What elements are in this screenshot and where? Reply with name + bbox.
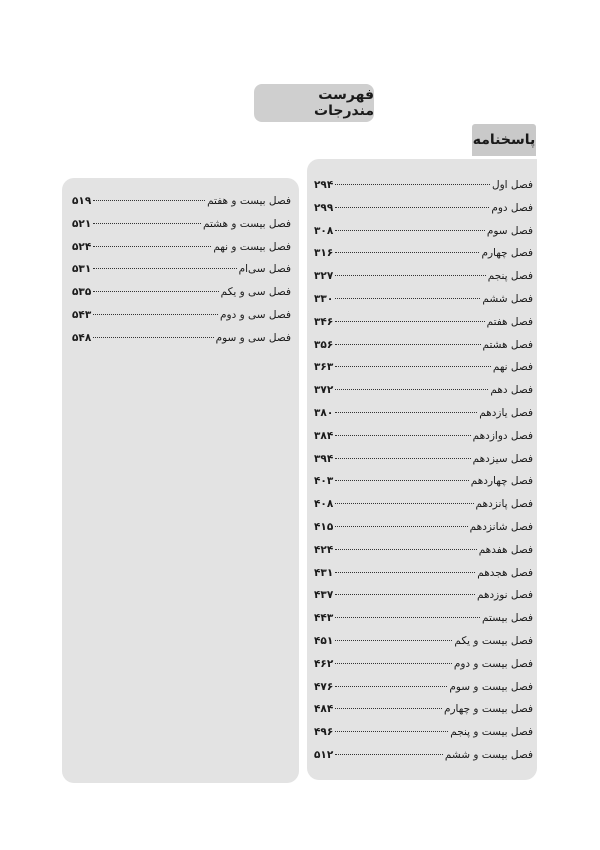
toc-list-right (314, 174, 533, 767)
toc-entry-page-number: ۴۰۸ (314, 498, 334, 511)
toc-entry[interactable] (314, 356, 533, 379)
dot-leader (335, 229, 485, 231)
dot-leader (93, 313, 218, 315)
dot-leader (335, 457, 470, 459)
toc-entry[interactable] (314, 516, 533, 539)
toc-entry[interactable] (72, 258, 291, 281)
toc-entry-page-number: ۳۸۰ (314, 406, 334, 419)
toc-entry-page-number: ۵۲۴ (72, 240, 92, 253)
toc-entry-label: فصل بیست و ششم (444, 748, 533, 761)
toc-entry-label: فصل بیستم (481, 612, 533, 625)
toc-entry-label: فصل چهاردهم (470, 475, 533, 488)
dot-leader (335, 183, 490, 185)
toc-entry[interactable] (314, 493, 533, 516)
toc-entry-label: فصل سی و یکم (220, 286, 291, 299)
toc-entry[interactable] (314, 470, 533, 493)
toc-entry-page-number: ۴۴۳ (314, 612, 334, 625)
toc-entry-page-number: ۴۳۷ (314, 589, 334, 602)
toc-entry-label: فصل دهم (490, 384, 533, 397)
toc-entry-page-number: ۴۳۱ (314, 566, 334, 579)
toc-entry-page-number: ۳۹۴ (314, 452, 334, 465)
dot-leader (335, 434, 470, 436)
toc-entry-page-number: ۴۲۴ (314, 543, 334, 556)
toc-entry[interactable] (72, 327, 291, 350)
dot-leader (335, 251, 479, 253)
toc-entry-page-number: ۲۹۹ (314, 201, 334, 214)
toc-entry[interactable] (314, 698, 533, 721)
toc-entry-label: فصل اول (491, 179, 533, 191)
dot-leader (335, 753, 443, 755)
toc-entry-label: فصل سی و دوم (220, 308, 291, 321)
dot-leader (93, 222, 201, 224)
toc-entry-page-number: ۳۱۶ (314, 247, 334, 260)
toc-entry[interactable] (314, 311, 533, 334)
toc-entry[interactable] (314, 744, 533, 767)
toc-entry-page-number: ۳۴۶ (314, 315, 334, 328)
toc-entry-label: فصل دوازدهم (472, 429, 533, 442)
toc-entry-label: فصل بیست و دوم (453, 657, 533, 670)
toc-entry-label: فصل سی‌ام (238, 263, 291, 276)
dot-leader (335, 206, 489, 208)
toc-entry-page-number: ۵۱۹ (72, 195, 92, 207)
dot-leader (335, 320, 484, 322)
toc-entry[interactable] (72, 236, 291, 259)
toc-entry[interactable] (314, 425, 533, 448)
toc-entry-page-number: ۴۷۶ (314, 680, 334, 693)
toc-entry[interactable] (72, 190, 291, 213)
toc-entry[interactable] (314, 174, 533, 197)
toc-entry-label: فصل هفتم (486, 315, 533, 328)
toc-entry[interactable] (314, 721, 533, 744)
toc-entry-page-number: ۳۷۲ (314, 384, 334, 397)
toc-entry-label: فصل ششم (482, 292, 533, 305)
toc-entry-page-number: ۴۵۱ (314, 634, 334, 647)
dot-leader (93, 267, 236, 269)
dot-leader (93, 290, 218, 292)
toc-entry-label: فصل بیست و چهارم (443, 703, 533, 716)
toc-entry[interactable] (314, 220, 533, 243)
toc-entry-label: فصل یازدهم (479, 406, 533, 419)
toc-entry-page-number: ۵۲۱ (72, 217, 92, 230)
toc-entry-page-number: ۳۰۸ (314, 224, 334, 237)
toc-entry[interactable] (314, 653, 533, 676)
toc-entry-label: فصل سی و سوم (215, 331, 291, 344)
dot-leader (335, 297, 480, 299)
toc-entry-label: فصل بیست و یکم (454, 634, 533, 647)
toc-list-left (72, 190, 291, 350)
toc-entry[interactable] (314, 539, 533, 562)
toc-entry-label: فصل بیست و سوم (449, 680, 533, 693)
dot-leader (335, 502, 473, 504)
section-heading-answer-key: پاسخنامه (472, 124, 536, 156)
toc-entry-label: فصل بیست و هشتم (203, 217, 291, 230)
toc-entry[interactable] (314, 265, 533, 288)
toc-entry-label: فصل چهارم (481, 247, 533, 260)
toc-entry[interactable] (314, 334, 533, 357)
toc-entry[interactable] (314, 242, 533, 265)
toc-entry-page-number: ۴۸۴ (314, 703, 334, 716)
toc-entry[interactable] (314, 607, 533, 630)
toc-entry[interactable] (314, 402, 533, 425)
dot-leader (93, 336, 213, 338)
dot-leader (335, 365, 491, 367)
toc-entry-label: فصل نوزدهم (476, 589, 533, 602)
toc-entry-label: فصل پنجم (487, 270, 533, 283)
toc-entry-page-number: ۳۳۰ (314, 292, 334, 305)
toc-entry-label: فصل هفدهم (478, 543, 533, 556)
toc-entry-label: فصل سیزدهم (472, 452, 533, 465)
toc-entry-label: فصل پانزدهم (475, 498, 533, 511)
toc-entry-label: فصل بیست و هفتم (207, 195, 291, 207)
toc-entry[interactable] (314, 630, 533, 653)
toc-entry-page-number: ۵۱۲ (314, 748, 334, 761)
toc-entry[interactable] (72, 213, 291, 236)
toc-entry-label: فصل سوم (486, 224, 533, 237)
toc-entry[interactable] (314, 562, 533, 585)
toc-entry-label: فصل بیست و نهم (213, 240, 291, 253)
toc-entry[interactable] (314, 379, 533, 402)
toc-entry-label: فصل هجدهم (477, 566, 533, 579)
toc-entry[interactable] (314, 448, 533, 471)
toc-entry-label: فصل هشتم (482, 338, 533, 351)
dot-leader (335, 616, 480, 618)
toc-entry-page-number: ۳۶۳ (314, 361, 334, 374)
toc-entry[interactable] (314, 584, 533, 607)
toc-entry-page-number: ۵۴۸ (72, 331, 92, 344)
dot-leader (93, 245, 211, 247)
toc-entry-page-number: ۵۳۵ (72, 286, 92, 299)
toc-entry-page-number: ۵۳۱ (72, 263, 92, 276)
dot-leader (335, 685, 447, 687)
toc-entry-page-number: ۴۹۶ (314, 726, 334, 739)
dot-leader (335, 593, 475, 595)
dot-leader (335, 388, 488, 390)
dot-leader (335, 343, 480, 345)
toc-entry-page-number: ۲۹۴ (314, 179, 334, 191)
dot-leader (335, 479, 469, 481)
dot-leader (335, 571, 475, 573)
toc-entry[interactable] (314, 288, 533, 311)
toc-entry[interactable] (314, 676, 533, 699)
dot-leader (335, 274, 485, 276)
dot-leader (335, 548, 476, 550)
toc-entry[interactable] (72, 304, 291, 327)
toc-entry-page-number: ۴۰۳ (314, 475, 334, 488)
toc-entry-label: فصل بیست و پنجم (450, 726, 533, 739)
toc-entry-page-number: ۳۲۷ (314, 270, 334, 283)
dot-leader (335, 662, 452, 664)
dot-leader (335, 730, 448, 732)
toc-entry-label: فصل نهم (492, 361, 533, 374)
toc-entry-page-number: ۵۴۳ (72, 308, 92, 321)
toc-entry-label: فصل شانزدهم (469, 520, 533, 533)
toc-title: فهرست مندرجات (254, 84, 374, 122)
toc-entry-page-number: ۳۸۴ (314, 429, 334, 442)
dot-leader (93, 199, 205, 201)
toc-entry-label: فصل دوم (491, 201, 533, 214)
toc-entry-page-number: ۴۱۵ (314, 520, 334, 533)
dot-leader (335, 525, 467, 527)
dot-leader (335, 707, 442, 709)
dot-leader (335, 411, 477, 413)
toc-entry[interactable] (314, 197, 533, 220)
toc-entry[interactable] (72, 281, 291, 304)
dot-leader (335, 639, 452, 641)
toc-entry-page-number: ۳۵۶ (314, 338, 334, 351)
toc-entry-page-number: ۴۶۲ (314, 657, 334, 670)
